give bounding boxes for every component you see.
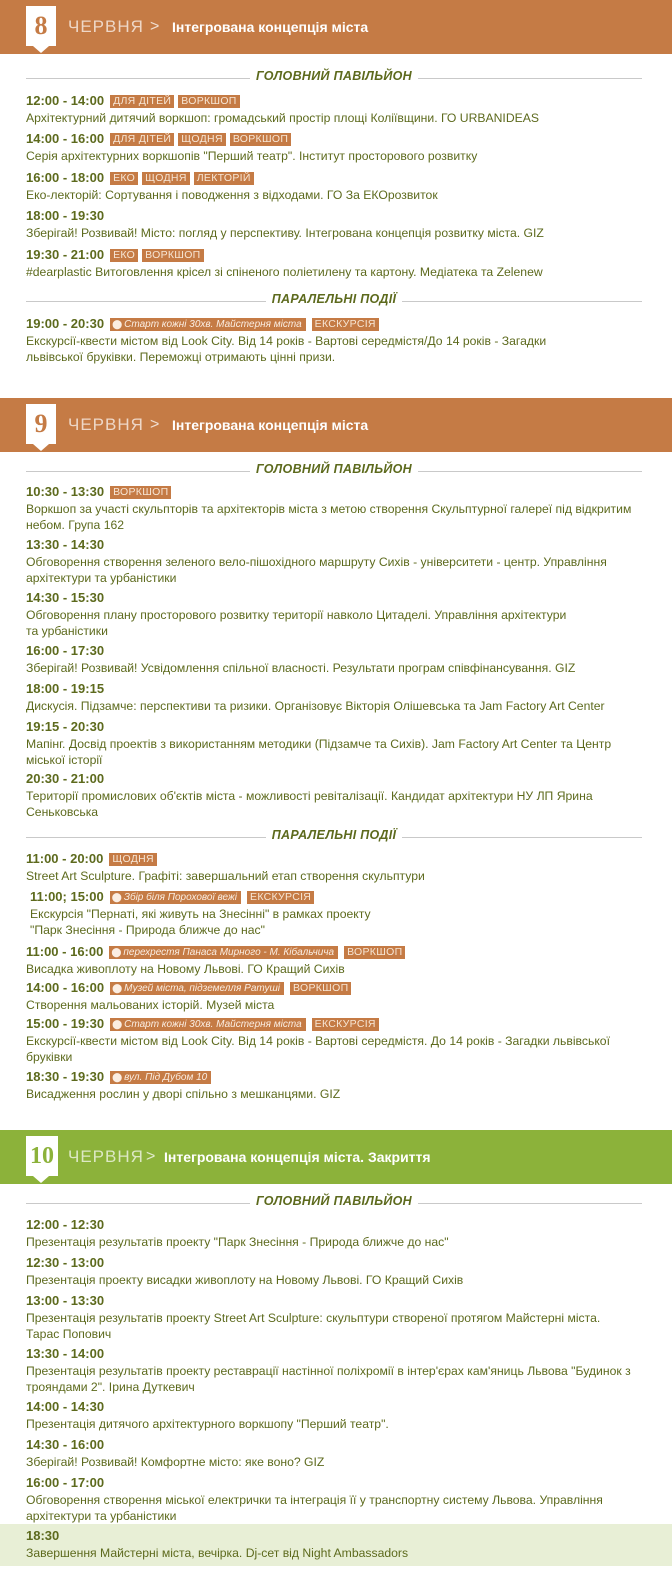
event-item: 12:30 - 13:00 Презентація проекту висадки живоплоту на Новому Львові. ГО Кращий Сихів: [26, 1255, 646, 1288]
event-item: 12:00 - 14:00 ДЛЯ ДІТЕЙ ВОРКШОП Архітектурний дитячий воркшоп: громадський простір площі Коліївщини. ГО URBANIDEAS: [26, 93, 646, 126]
tag-badge: ВОРКШОП: [344, 946, 405, 959]
tag-badge: ЕКО: [110, 249, 138, 262]
section-heading-parallel: ПАРАЛЕЛЬНІ ПОДІЇ: [26, 828, 642, 846]
chevron-right-icon: >: [146, 1148, 156, 1165]
event-description: Обговорення плану просторового розвитку території навколо Цитаделі. Управління архітектури: [26, 608, 567, 622]
event-description: Презентація дитячого архітектурного воркшопу "Перший театр".: [26, 1417, 389, 1431]
event-description: Дискусія. Підзамче: перспективи та ризики. Організовує Вікторія Олішевська та Jam Factory Art Center: [26, 699, 605, 713]
tag-badge: ЩОДНЯ: [178, 133, 226, 146]
event-description: Еко-лекторій: Сортування і поводження з відходами. ГО За ЕКОрозвиток: [26, 188, 438, 202]
tag-badge: ВОРКШОП: [230, 133, 291, 146]
tag-badge: ВОРКШОП: [178, 95, 239, 108]
event-description: бруківки: [26, 1050, 73, 1064]
event-item: 16:00 - 17:30 Зберігай! Розвивай! Усвідомлення спільної власності. Результати програм співфінансування. GIZ: [26, 643, 646, 676]
event-description: Території промислових об'єктів міста - можливості ревіталізації. Кандидат архітектури НУ ЛП Ярина: [26, 789, 593, 803]
location-badge: ⬤ вул. Під Дубом 10: [110, 1071, 211, 1084]
event-item: 16:00 - 17:00 Обговорення створення міської електрички та інтеграція її у транспортну систему Львова. Управління архітектури та урбаністики: [26, 1475, 646, 1524]
month-label: ЧЕРВНЯ: [68, 17, 144, 36]
tag-badge: ЩОДНЯ: [109, 853, 157, 866]
event-description: Презентація результатів проекту реставрації настінної поліхромії в інтер'єрах кам'яниць Львова "Будинок з: [26, 1364, 631, 1378]
event-item: 13:00 - 13:30 Презентація результатів проекту Street Art Sculpture: скульптури створеної протягом Майстерні міста. Тарас Попович: [26, 1293, 646, 1342]
event-description: архітектури та урбаністики: [26, 1509, 177, 1523]
event-description: Презентація результатів проекту Street Art Sculpture: скульптури створеної протягом Майстерні міста.: [26, 1311, 601, 1325]
day-block-8: [0, 0, 672, 54]
event-description: Висадка живоплоту на Новому Львові. ГО Кращий Сихів: [26, 962, 345, 976]
event-description: міської історії: [26, 753, 103, 767]
event-item: 10:30 - 13:30 ВОРКШОП Воркшоп за участі скульпторів та архітекторів міста з метою створення Скульптурної галереї під відкритим небом. Група 162: [26, 484, 646, 533]
event-item: 14:30 - 16:00 Зберігай! Розвивай! Комфортне місто: яке воно? GIZ: [26, 1437, 646, 1470]
event-description: #dearplastic Витоговлення крісел зі спіненого поліетилену та картону. Медіатека та Zelenew: [26, 265, 543, 279]
event-item: 19:15 - 20:30 Мапінг. Досвід проектів з використанням методики (Підзамче та Сихів). Jam Factory Art Center та Центр міської історії: [26, 719, 646, 768]
section-heading-main: ГОЛОВНИЙ ПАВІЛЬЙОН: [26, 69, 642, 87]
location-badge: ⬤ Старт кожні 30хв. Майстерня міста: [110, 318, 306, 331]
map-pin-icon: ⬤: [112, 319, 123, 329]
day-number: 10: [26, 1136, 58, 1176]
event-description: Мапінг. Досвід проектів з використанням методики (Підзамче та Сихів). Jam Factory Art Center та Центр: [26, 737, 612, 751]
section-heading-parallel: ПАРАЛЕЛЬНІ ПОДІЇ: [26, 292, 642, 310]
event-description: Street Art Sculpture. Графіті: завершальний етап створення скульптури: [26, 869, 425, 883]
tag-badge: ВОРКШОП: [110, 486, 171, 499]
tag-badge: ВОРКШОП: [142, 249, 203, 262]
event-item: 14:00 - 16:00 ⬤ Музей міста, підземелля Ратуші ВОРКШОП Створення мальованих історій. Музей міста: [26, 980, 646, 1013]
event-item: 18:30 - 19:30 ⬤ вул. Під Дубом 10 Висадження рослин у дворі спільно з мешканцями. GIZ: [26, 1069, 646, 1102]
tag-badge: ДЛЯ ДІТЕЙ: [110, 133, 174, 146]
event-description: Презентація проекту висадки живоплоту на Новому Львові. ГО Кращий Сихів: [26, 1273, 464, 1287]
tag-badge: ВОРКШОП: [290, 982, 351, 995]
event-description: Воркшоп за участі скульпторів та архітекторів міста з метою створення Скульптурної галереї під відкритим: [26, 502, 632, 516]
event-description: Зберігай! Розвивай! Усвідомлення спільної власності. Результати програм співфінансування. GIZ: [26, 661, 576, 675]
event-item: 18:00 - 19:30 Зберігай! Розвивай! Місто: погляд у перспективу. Інтегрована концепція розвитку міста. GIZ: [26, 208, 646, 241]
tag-badge: ЕКО: [110, 172, 138, 185]
location-badge: ⬤ перехрестя Панаса Мирного - М. Кібальчича: [109, 946, 338, 959]
event-item: 13:30 - 14:30 Обговорення створення зеленого вело-пішохідного маршруту Сихів - університети - центр. Управління архітектури та урбаністики: [26, 537, 646, 586]
event-item: 14:00 - 14:30 Презентація дитячого архітектурного воркшопу "Перший театр".: [26, 1399, 646, 1432]
event-description: Обговорення створення міської електрички та інтеграція її у транспортну систему Львова. Управління: [26, 1493, 603, 1507]
day-header: [0, 0, 672, 54]
event-item: 18:30 Завершення Майстерні міста, вечірка. Dj-сет від Night Ambassadors: [26, 1528, 646, 1561]
chevron-right-icon: >: [150, 18, 160, 35]
map-pin-icon: ⬤: [112, 1019, 123, 1029]
tag-badge: ЕКСКУРСІЯ: [312, 1018, 379, 1031]
location-badge: ⬤ Музей міста, підземелля Ратуші: [110, 982, 284, 995]
tag-badge: ЕКСКУРСІЯ: [312, 318, 379, 331]
month-label: ЧЕРВНЯ: [68, 1147, 144, 1166]
event-description: Презентація результатів проекту "Парк Знесіння - Природа ближче до нас": [26, 1235, 449, 1249]
event-description: Обговорення створення зеленого вело-пішохідного маршруту Сихів - університети - центр. Управління: [26, 555, 607, 569]
event-description: Екскурсія "Пернаті, які живуть на Знесінні" в рамках проекту: [30, 907, 371, 921]
day-title: Інтегрована концепція міста. Закриття: [164, 1149, 431, 1165]
day-block-10: [0, 1130, 672, 1184]
event-description: Зберігай! Розвивай! Місто: погляд у перспективу. Інтегрована концепція розвитку міста. GIZ: [26, 226, 544, 240]
event-description: "Парк Знесіння - Природа ближче до нас": [30, 923, 265, 937]
event-description: та урбаністики: [26, 624, 108, 638]
event-item: 14:30 - 15:30 Обговорення плану просторового розвитку території навколо Цитаделі. Управління архітектури та урбаністики: [26, 590, 646, 639]
event-item: 16:00 - 18:00 ЕКО ЩОДНЯ ЛЕКТОРІЙ Еко-лекторій: Сортування і поводження з відходами. ГО За ЕКОрозвиток: [26, 170, 646, 203]
day-header: [0, 398, 672, 452]
event-item: 13:30 - 14:00 Презентація результатів проекту реставрації настінної поліхромії в інтер'єрах кам'яниць Львова "Будинок з трояндами 2". Ірина Дуткевич: [26, 1346, 646, 1395]
month-label: ЧЕРВНЯ: [68, 415, 144, 434]
location-badge: ⬤ Збір біля Порохової вежі: [110, 891, 241, 904]
day-block-9: [0, 398, 672, 452]
event-description: Архітектурний дитячий воркшоп: громадський простір площі Коліївщини. ГО URBANIDEAS: [26, 111, 540, 125]
map-pin-icon: ⬤: [112, 1072, 123, 1082]
map-pin-icon: ⬤: [111, 947, 122, 957]
chevron-right-icon: >: [150, 416, 160, 433]
day-title: Інтегрована концепція міста: [172, 417, 369, 433]
event-item: 15:00 - 19:30 ⬤ Старт кожні 30хв. Майстерня міста ЕКСКУРСІЯ Екскурсії-квести містом від Look City. Від 14 років - Вартові середмістя. До 14 років - Загадки львівської бруківки: [26, 1016, 646, 1065]
event-description: Сеньковська: [26, 805, 99, 819]
event-description: львівської бруківки. Переможці отримають цінні призи.: [26, 350, 336, 364]
tag-badge: ЛЕКТОРІЙ: [194, 172, 254, 185]
event-item: 11:00 - 20:00 ЩОДНЯ Street Art Sculpture. Графіті: завершальний етап створення скульптури: [26, 851, 646, 884]
event-description: трояндами 2". Ірина Дуткевич: [26, 1380, 195, 1394]
tag-badge: ДЛЯ ДІТЕЙ: [110, 95, 174, 108]
day-number: 8: [26, 6, 56, 46]
event-description: Завершення Майстерні міста, вечірка. Dj-сет від Night Ambassadors: [26, 1546, 409, 1560]
event-item: 14:00 - 16:00 ДЛЯ ДІТЕЙ ЩОДНЯ ВОРКШОП Серія архітектурних воркшопів "Перший театр". Інститут просторового розвитку: [26, 131, 646, 164]
event-description: Висадження рослин у дворі спільно з мешканцями. GIZ: [26, 1087, 341, 1101]
event-description: небом. Група 162: [26, 518, 125, 532]
section-heading-main: ГОЛОВНИЙ ПАВІЛЬЙОН: [26, 462, 642, 480]
event-item: 19:30 - 21:00 ЕКО ВОРКШОП #dearplastic Витоговлення крісел зі спіненого поліетилену та картону. Медіатека та Zelenew: [26, 247, 646, 280]
day-title: Інтегрована концепція міста: [172, 19, 369, 35]
map-pin-icon: ⬤: [112, 983, 123, 993]
event-description: Екскурсії-квести містом від Look City. Від 14 років - Вартові середмістя. До 14 років - Загадки львівської: [26, 1034, 610, 1048]
event-item: 18:00 - 19:15 Дискусія. Підзамче: перспективи та ризики. Організовує Вікторія Олішевська та Jam Factory Art Center: [26, 681, 646, 714]
event-description: Зберігай! Розвивай! Комфортне місто: яке воно? GIZ: [26, 1455, 325, 1469]
tag-badge: ЩОДНЯ: [142, 172, 190, 185]
event-description: Серія архітектурних воркшопів "Перший театр". Інститут просторового розвитку: [26, 149, 478, 163]
event-description: Тарас Попович: [26, 1327, 112, 1341]
event-item: 19:00 - 20:30 ⬤ Старт кожні 30хв. Майстерня міста ЕКСКУРСІЯ Екскурсії-квести містом від Look City. Від 14 років - Вартові середмістя/До 14 років - Загадки львівської бруківки. Переможці отримають цінні призи.: [26, 316, 646, 365]
day-header: [0, 1130, 672, 1184]
section-heading-main: ГОЛОВНИЙ ПАВІЛЬЙОН: [26, 1194, 642, 1212]
event-item: 11:00; 15:00 ⬤ Збір біля Порохової вежі ЕКСКУРСІЯ Екскурсія "Пернаті, які живуть на Знесінні" в рамках проекту "Парк Знесіння - Природа ближче до нас": [30, 889, 650, 938]
map-pin-icon: ⬤: [111, 892, 122, 902]
location-badge: ⬤ Старт кожні 30хв. Майстерня міста: [110, 1018, 306, 1031]
event-item: 12:00 - 12:30 Презентація результатів проекту "Парк Знесіння - Природа ближче до нас": [26, 1217, 646, 1250]
day-number: 9: [26, 404, 56, 444]
event-item: 20:30 - 21:00 Території промислових об'єктів міста - можливості ревіталізації. Кандидат архітектури НУ ЛП Ярина Сеньковська: [26, 771, 646, 820]
event-description: Створення мальованих історій. Музей міста: [26, 998, 275, 1012]
event-item: 11:00 - 16:00 ⬤ перехрестя Панаса Мирного - М. Кібальчича ВОРКШОП Висадка живоплоту на Новому Львові. ГО Кращий Сихів: [26, 944, 646, 977]
tag-badge: ЕКСКУРСІЯ: [247, 891, 314, 904]
event-description: архітектури та урбаністики: [26, 571, 177, 585]
event-description: Екскурсії-квести містом від Look City. Від 14 років - Вартові середмістя/До 14 років - Загадки: [26, 334, 547, 348]
